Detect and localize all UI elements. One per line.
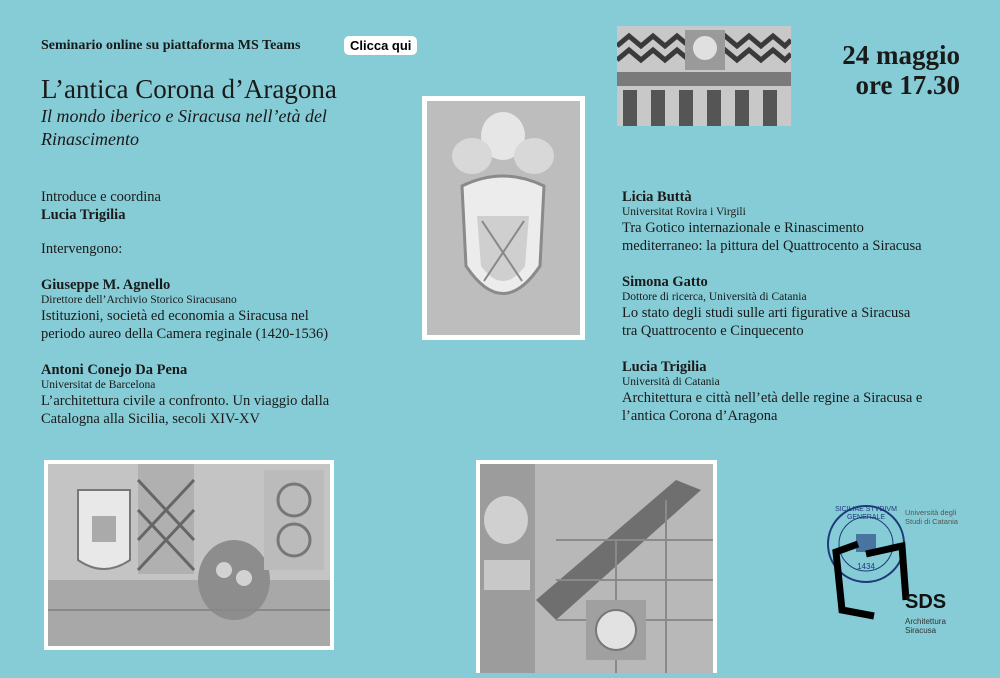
speaker-block [622, 358, 922, 425]
sds-bracket-icon [830, 540, 910, 620]
event-date [842, 40, 960, 100]
intro-block [41, 188, 161, 224]
speakers-label: Intervengono: [41, 241, 123, 257]
speaker-block [41, 276, 328, 343]
speaker-affiliation: Universitat de Barcelona [41, 379, 156, 391]
speaker-affiliation: Università di Catania [622, 376, 720, 388]
intro-name: Lucia Trigilia [41, 207, 126, 223]
university-name: Università degli Studi di Catania [905, 508, 958, 526]
frieze-photo [617, 26, 791, 126]
event-title: L’antica Corona d’Aragona [41, 74, 337, 104]
talk-title-line: Tra Gotico internazionale e Rinascimento [622, 220, 864, 236]
speaker-affiliation: Dottore di ricerca, Università di Catania [622, 291, 807, 303]
speaker-name: Licia Buttà [622, 189, 692, 205]
talk-title-line: Lo stato degli studi sulle arti figurative a Siracusa [622, 305, 911, 321]
speaker-name: Lucia Trigilia [622, 359, 707, 375]
join-link-button[interactable]: Clicca qui [344, 36, 417, 55]
speaker-name: Simona Gatto [622, 274, 708, 290]
talk-title-line: Catalogna alla Sicilia, secoli XIV-XV [41, 411, 260, 427]
speaker-block [622, 188, 922, 255]
coat-of-arms-stamp [422, 96, 585, 340]
talk-title-line: Istituzioni, società ed economia a Siracusa nel [41, 308, 309, 324]
talk-title-line: mediterraneo: la pittura del Quattrocento a Siracusa [622, 238, 922, 254]
speaker-affiliation: Universitat Rovira i Virgili [622, 206, 746, 218]
seminar-platform-line: Seminario online su piattaforma MS Teams [41, 38, 301, 53]
speaker-name: Antoni Conejo Da Pena [41, 362, 188, 378]
seal-text: SICILIAE STVDIVM GENERALE [835, 506, 897, 521]
talk-title-line: periodo aureo della Camera reginale (1420-1536) [41, 326, 329, 342]
speaker-name: Giuseppe M. Agnello [41, 277, 171, 293]
seal-year: 1434 [857, 562, 875, 571]
intro-label: Introduce e coordina [41, 189, 161, 205]
sds-subtitle: Architettura Siracusa [905, 617, 946, 635]
date-day: 24 maggio [842, 40, 960, 70]
facade-stamp [44, 460, 334, 650]
talk-title-line: l’antica Corona d’Aragona [622, 408, 778, 424]
arch-stamp [476, 460, 717, 673]
event-subtitle: Il mondo iberico e Siracusa nell’età del Rinascimento [41, 106, 327, 149]
speaker-affiliation: Direttore dell’Archivio Storico Siracusano [41, 294, 237, 306]
talk-title-line: tra Quattrocento e Cinquecento [622, 323, 804, 339]
talk-title-line: Architettura e città nell’età delle regine a Siracusa e [622, 390, 923, 406]
speaker-block [622, 273, 910, 340]
talk-title-line: L’architettura civile a confronto. Un viaggio dalla [41, 393, 330, 409]
date-time: ore 17.30 [855, 70, 960, 100]
speaker-block [41, 361, 329, 428]
sds-logo-text: SDS [905, 591, 947, 613]
